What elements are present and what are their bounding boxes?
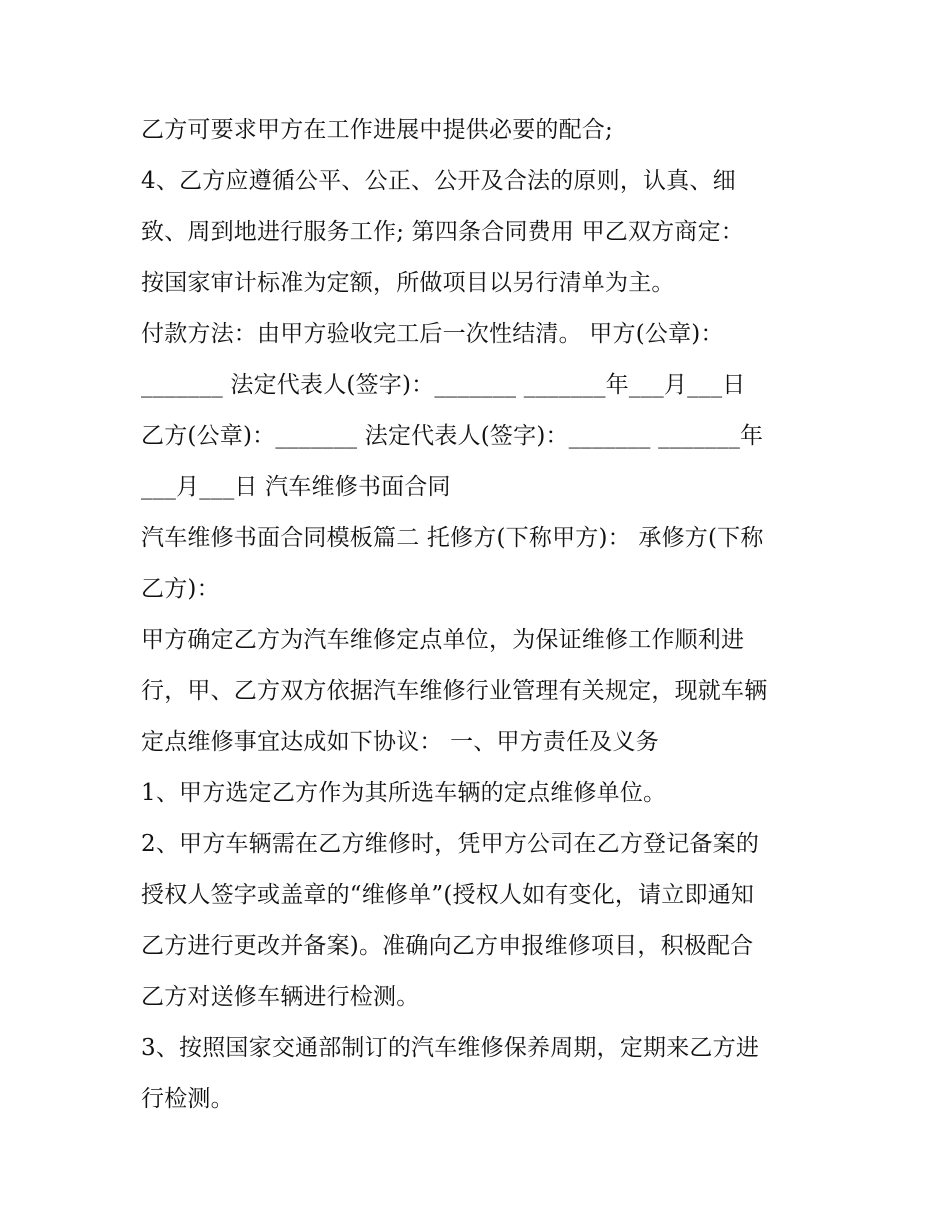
- text-line: 按国家审计标准为定额，所做项目以另行清单为主。: [141, 270, 675, 296]
- clause-line: 3、按照国家交通部制订的汽车维修保养周期，定期来乙方进: [141, 1035, 760, 1061]
- clause-line: 2、甲方车辆需在乙方维修时，凭甲方公司在乙方登记备案的: [141, 831, 760, 857]
- text-line: 定点维修事宜达成如下协议： 一、甲方责任及义务: [141, 729, 659, 755]
- signature-line: 乙方(公章)：_______ 法定代表人(签字)：_______ _______年: [141, 423, 764, 449]
- date-and-title-line: ___月___日 汽车维修书面合同: [141, 474, 451, 500]
- text-line: 乙方)：: [141, 576, 220, 602]
- clause-line: 乙方对送修车辆进行检测。: [141, 984, 420, 1010]
- contract-text-body: [141, 105, 841, 1125]
- clause-line: 授权人签字或盖章的“维修单”(授权人如有变化，请立即通知: [141, 882, 755, 908]
- text-line: 付款方法：由甲方验收完工后一次性结清。 甲方(公章)：: [141, 321, 724, 347]
- clause-line: 行检测。: [141, 1086, 234, 1112]
- clause-line: 乙方进行更改并备案)。准确向乙方申报维修项目，积极配合: [141, 933, 754, 959]
- text-line: 致、周到地进行服务工作; 第四条合同费用 甲乙双方商定：: [141, 219, 744, 245]
- text-line: 行，甲、乙方双方依据汽车维修行业管理有关规定，现就车辆: [141, 678, 768, 704]
- signature-line: _______ 法定代表人(签字)：_______ _______年___月___日: [141, 372, 746, 398]
- text-line: 4、乙方应遵循公平、公正、公开及合法的原则，认真、细: [141, 168, 736, 194]
- text-line: 乙方可要求甲方在工作进展中提供必要的配合;: [141, 117, 613, 143]
- clause-line: 1、甲方选定乙方作为其所选车辆的定点维修单位。: [141, 780, 667, 806]
- text-line: 甲方确定乙方为汽车维修定点单位，为保证维修工作顺利进: [141, 627, 745, 653]
- section-heading-line: 汽车维修书面合同模板篇二 托修方(下称甲方)： 承修方(下称: [141, 525, 764, 551]
